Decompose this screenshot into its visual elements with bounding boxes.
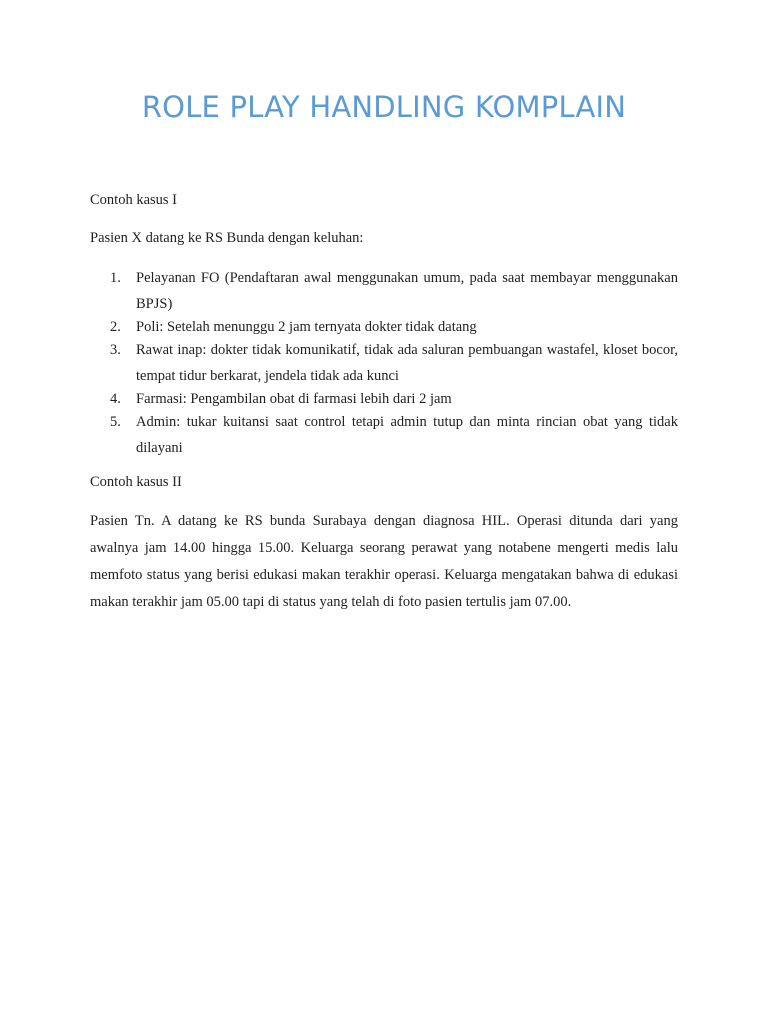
list-item-number: 3.: [110, 342, 121, 358]
list-item-number: 1.: [110, 270, 121, 286]
case1-label: Contoh kasus I: [90, 192, 177, 208]
list-item: [90, 265, 678, 317]
document-title: ROLE PLAY HANDLING KOMPLAIN: [141, 90, 627, 124]
list-item-number: 2.: [110, 319, 121, 335]
case2-label: Contoh kasus II: [90, 474, 182, 490]
list-item: [90, 389, 678, 409]
list-item-text: Admin: tukar kuitansi saat control tetapi admin tutup dan minta rincian obat yang tidak dilayani: [136, 414, 678, 456]
list-item: [90, 337, 678, 389]
list-item: [90, 317, 678, 337]
list-item-number: 5.: [110, 414, 121, 430]
case1-intro: Pasien X datang ke RS Bunda dengan keluhan:: [90, 230, 364, 246]
case2-paragraph: Pasien Tn. A datang ke RS bunda Surabaya dengan diagnosa HIL. Operasi ditunda dari yang awalnya jam 14.00 hingga 15.00. Keluarga seorang perawat yang notabene mengerti medis lalu memfoto status yang berisi edukasi makan terakhir operasi. Keluarga mengatakan bahwa di edukasi makan terakhir jam 05.00 tapi di status yang telah di foto pasien tertulis jam 07.00.: [90, 513, 678, 610]
list-item-text: Poli: Setelah menunggu 2 jam ternyata dokter tidak datang: [136, 319, 477, 335]
list-item-text: Rawat inap: dokter tidak komunikatif, tidak ada saluran pembuangan wastafel, kloset bocor, tempat tidur berkarat, jendela tidak ada kunci: [136, 342, 678, 384]
complaint-list: [90, 265, 678, 461]
list-item-number: 4.: [110, 391, 121, 407]
list-item-text: Pelayanan FO (Pendaftaran awal menggunakan umum, pada saat membayar menggunakan BPJS): [136, 270, 678, 312]
list-item: [90, 409, 678, 461]
list-item-text: Farmasi: Pengambilan obat di farmasi lebih dari 2 jam: [136, 391, 452, 407]
